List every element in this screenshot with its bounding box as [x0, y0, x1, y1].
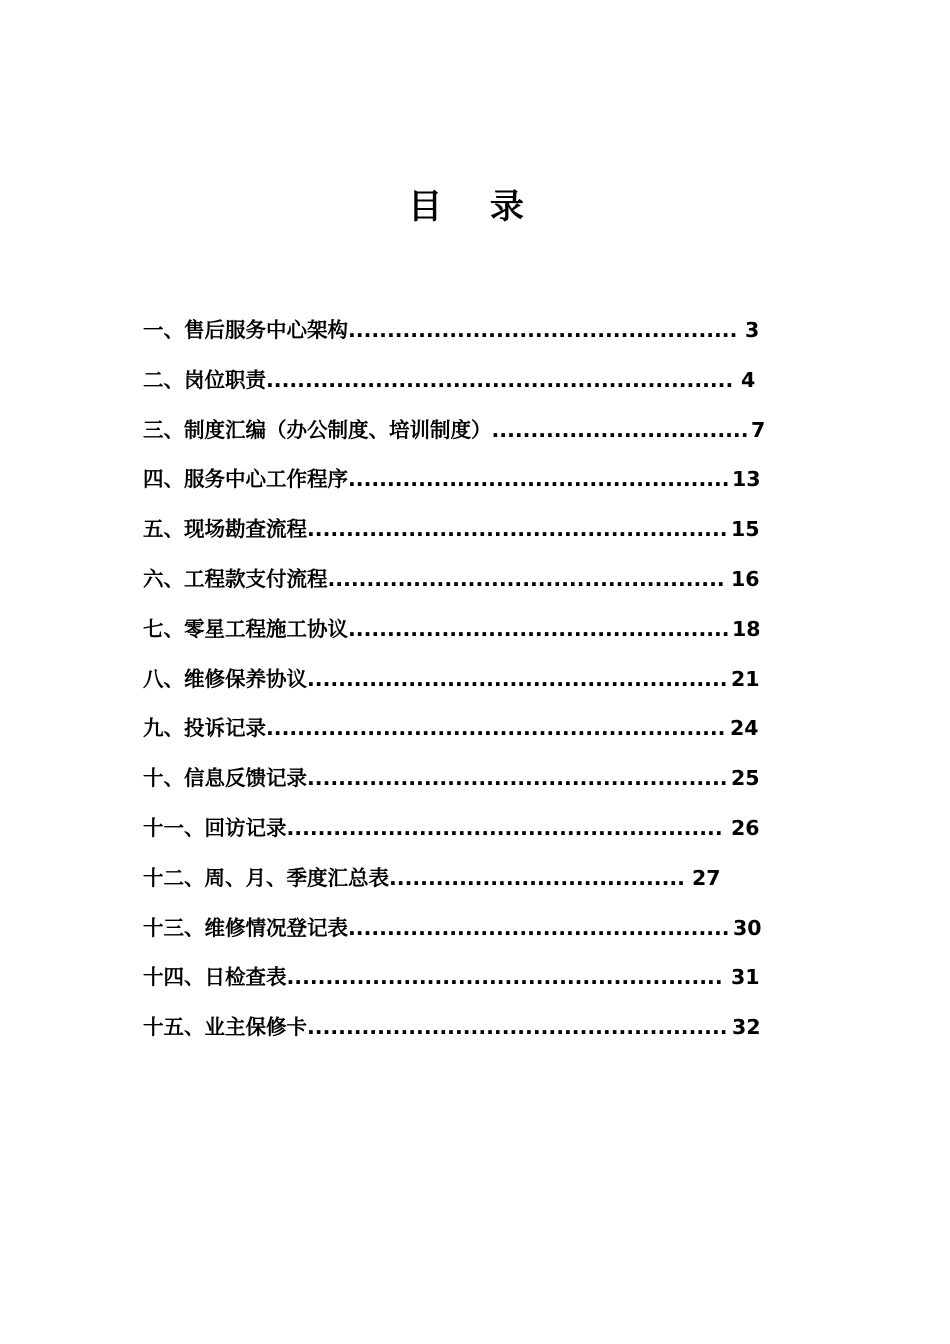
- toc-entry: [143, 1003, 783, 1053]
- toc-entry-page: 27: [692, 865, 721, 890]
- toc-entry-page: 30: [733, 915, 762, 940]
- toc-entry: [143, 704, 783, 754]
- toc-entry: [143, 854, 783, 904]
- toc-leader: ......................................................: [307, 666, 728, 691]
- toc-entry-label: 七、零星工程施工协议.................................................: [143, 616, 730, 641]
- toc-entry: [143, 804, 783, 854]
- toc-entry: [143, 455, 783, 505]
- toc-entry: [143, 505, 783, 555]
- toc-leader: ......................................: [389, 865, 685, 890]
- toc-entry-page: 16: [731, 566, 760, 591]
- toc-leader: ...........................................................: [266, 716, 726, 741]
- toc-list: [143, 306, 783, 1053]
- toc-leader: .................................................: [348, 467, 730, 492]
- toc-entry-label: 三、制度汇编（办公制度、培训制度）.................................: [143, 417, 749, 442]
- toc-entry: [143, 306, 783, 356]
- toc-entry: [143, 754, 783, 804]
- toc-entry-page: 4: [741, 367, 756, 392]
- toc-leader: .................................: [491, 417, 749, 442]
- toc-entry-label: 十四、日检查表........................................................: [143, 965, 723, 990]
- toc-entry-page: 32: [732, 1015, 761, 1040]
- toc-entry-label: 二、岗位职责............................................................: [143, 367, 734, 392]
- toc-leader: ........................................................: [286, 965, 723, 990]
- toc-leader: ......................................................: [307, 766, 728, 791]
- toc-entry: [143, 904, 783, 954]
- toc-entry-page: 24: [730, 716, 759, 741]
- toc-entry-page: 13: [732, 467, 761, 492]
- toc-leader: ...................................................: [327, 566, 725, 591]
- toc-entry-page: 3: [745, 318, 760, 342]
- toc-leader: .................................................: [348, 915, 730, 940]
- toc-entry-label: 六、工程款支付流程...................................................: [143, 566, 725, 591]
- toc-entry-label: 五、现场勘查流程......................................................: [143, 517, 728, 542]
- toc-entry-page: 15: [731, 517, 760, 542]
- toc-entry: [143, 953, 783, 1003]
- toc-title: 目 录: [408, 187, 542, 227]
- toc-leader: ..................................................: [348, 318, 738, 342]
- toc-leader: ........................................................: [286, 815, 723, 840]
- toc-entry-label: 十三、维修情况登记表.................................................: [143, 915, 730, 940]
- toc-entry: [143, 406, 783, 456]
- toc-entry: [143, 605, 783, 655]
- toc-leader: ............................................................: [266, 367, 734, 392]
- toc-entry-label: 十、信息反馈记录......................................................: [143, 766, 728, 791]
- toc-leader: ......................................................: [307, 517, 728, 542]
- toc-entry-page: 7: [751, 417, 766, 442]
- toc-entry-label: 一、售后服务中心架构..................................................: [143, 318, 738, 342]
- toc-entry: [143, 356, 783, 406]
- toc-entry-label: 九、投诉记录...........................................................: [143, 716, 726, 741]
- toc-leader: ......................................................: [307, 1015, 728, 1040]
- toc-entry: [143, 655, 783, 705]
- toc-entry: [143, 555, 783, 605]
- toc-entry-page: 31: [731, 965, 760, 990]
- toc-entry-page: 26: [731, 815, 760, 840]
- toc-entry-page: 18: [732, 616, 761, 641]
- toc-entry-label: 十二、周、月、季度汇总表......................................: [143, 865, 685, 890]
- toc-entry-label: 四、服务中心工作程序.................................................: [143, 467, 730, 492]
- toc-entry-label: 十五、业主保修卡......................................................: [143, 1015, 728, 1040]
- toc-entry-page: 25: [731, 766, 760, 791]
- toc-entry-label: 十一、回访记录........................................................: [143, 815, 723, 840]
- toc-entry-label: 八、维修保养协议......................................................: [143, 666, 728, 691]
- toc-entry-page: 21: [731, 666, 760, 691]
- toc-leader: .................................................: [348, 616, 730, 641]
